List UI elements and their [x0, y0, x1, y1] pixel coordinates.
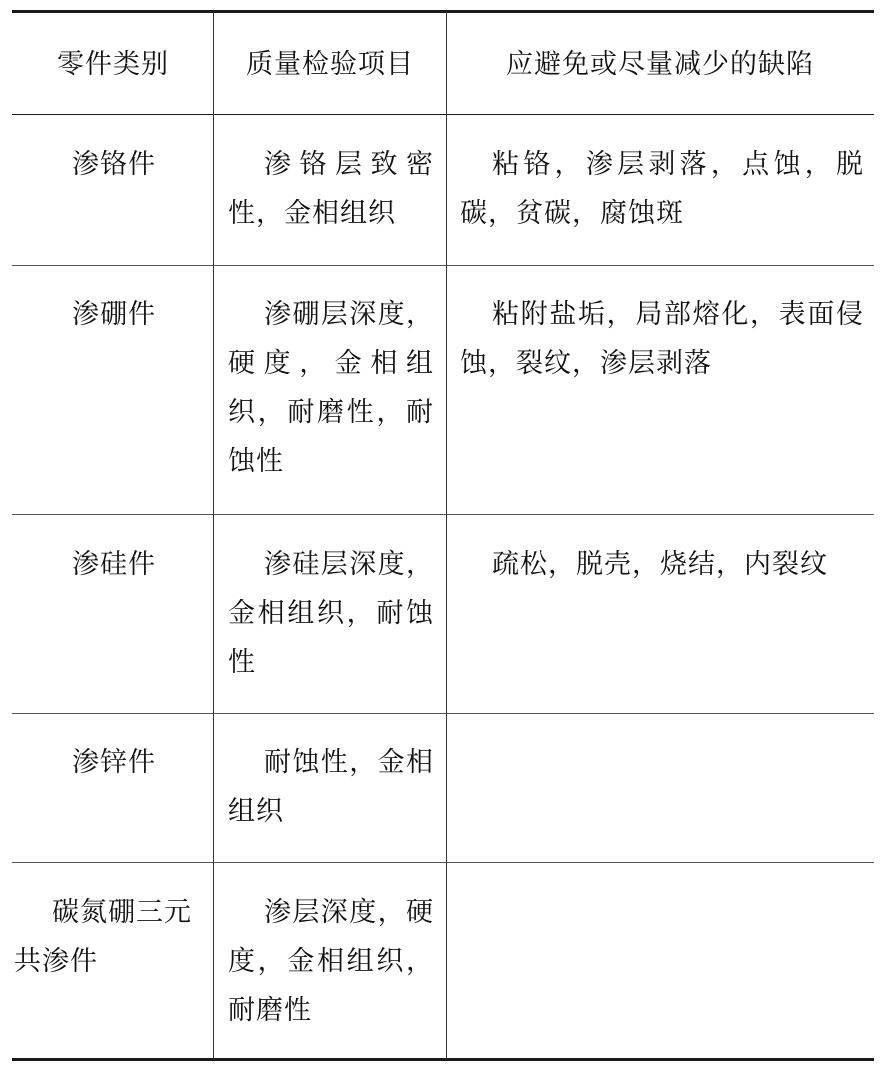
table-bottom-rule: [12, 1058, 874, 1061]
column-divider: [446, 12, 447, 1059]
row-5-inspection: 渗层深度，硬度，金相组织，耐磨性: [228, 897, 434, 1026]
row-divider: [12, 862, 874, 863]
row-4-inspection: 耐蚀性，金相组织: [228, 747, 434, 827]
row-4-part: 渗锌件: [72, 747, 156, 778]
row-2-inspection: 渗硼层深度，硬度，金相组织，耐磨性，耐蚀性: [228, 299, 434, 477]
row-divider: [12, 713, 874, 714]
row-2-defects: 粘附盐垢，局部熔化，表面侵蚀，裂纹，渗层剥落: [460, 299, 864, 379]
header-inspection-items: 质量检验项目: [246, 49, 414, 80]
table-top-rule: [12, 10, 874, 13]
header-defects: 应避免或尽量减少的缺陷: [506, 49, 814, 80]
row-divider: [12, 514, 874, 515]
row-3-part: 渗硅件: [72, 549, 156, 580]
row-1-part: 渗铬件: [72, 149, 156, 180]
header-rule: [12, 114, 874, 115]
row-5-part: 碳氮硼三元共渗件: [14, 897, 192, 977]
column-divider: [213, 12, 214, 1059]
row-3-inspection: 渗硅层深度，金相组织，耐蚀性: [228, 549, 434, 678]
row-2-part: 渗硼件: [72, 299, 156, 330]
row-divider: [12, 265, 874, 266]
header-part-category: 零件类别: [57, 49, 169, 80]
row-3-defects: 疏松，脱壳，烧结，内裂纹: [492, 549, 828, 580]
row-1-defects: 粘铬，渗层剥落，点蚀，脱碳，贫碳，腐蚀斑: [460, 149, 864, 229]
row-1-inspection: 渗铬层致密性，金相组织: [228, 149, 434, 229]
